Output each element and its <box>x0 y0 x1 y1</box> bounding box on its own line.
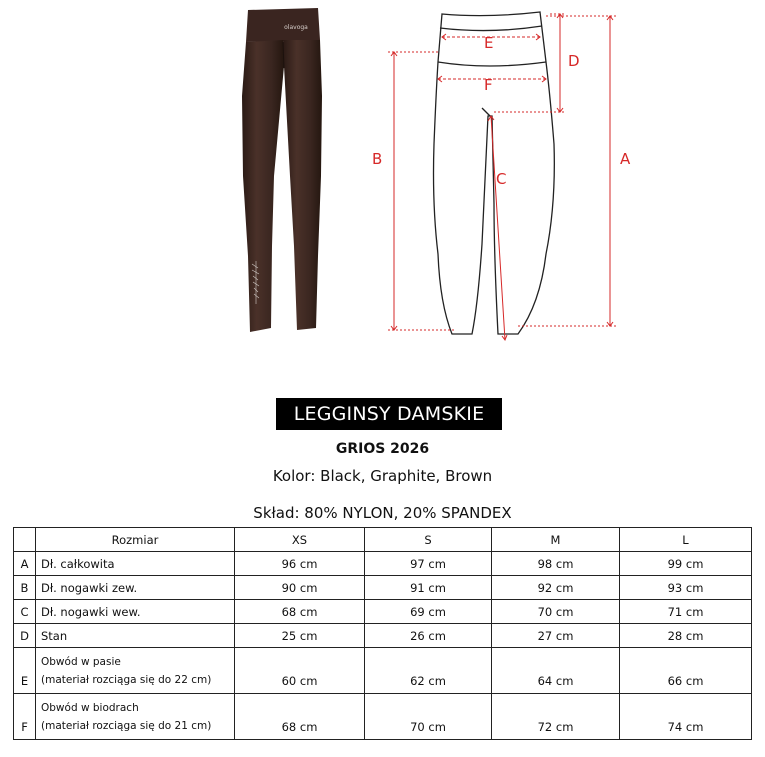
leggings-outline <box>434 12 555 334</box>
measurement-diagram <box>360 4 650 344</box>
brand-logo-text: olavoga <box>284 24 308 31</box>
cell-value: 69 cm <box>365 600 492 624</box>
table-row <box>14 576 752 600</box>
cell-value: 60 cm <box>235 648 365 694</box>
label-E: E <box>484 34 494 52</box>
cell-value: 70 cm <box>365 694 492 740</box>
cell-value: 99 cm <box>620 552 752 576</box>
waistband <box>246 8 320 42</box>
cell-value: 68 cm <box>235 600 365 624</box>
row-label-note: (materiał rozciąga się do 22 cm) <box>41 673 212 686</box>
row-label: Dł. nogawki wew. <box>36 600 235 624</box>
cell-value: 70 cm <box>492 600 620 624</box>
table-header-row <box>14 528 752 552</box>
cell-value: 25 cm <box>235 624 365 648</box>
header-letter-cell <box>14 528 36 552</box>
row-label-note: (materiał rozciąga się do 21 cm) <box>41 719 212 732</box>
row-label: Dł. całkowita <box>36 552 235 576</box>
cell-value: 66 cm <box>620 648 752 694</box>
label-B: B <box>372 150 383 168</box>
cell-value: 93 cm <box>620 576 752 600</box>
cell-value: 62 cm <box>365 648 492 694</box>
product-colors: Kolor: Black, Graphite, Brown <box>272 467 493 485</box>
left-leg <box>242 40 284 332</box>
cell-value: 74 cm <box>620 694 752 740</box>
table-row <box>14 694 752 740</box>
product-composition: Skład: 80% NYLON, 20% SPANDEX <box>253 504 512 522</box>
cell-value: 68 cm <box>235 694 365 740</box>
label-F: F <box>484 76 493 94</box>
row-letter: F <box>14 694 36 740</box>
row-letter: E <box>14 648 36 694</box>
header-size-s: S <box>365 528 492 552</box>
product-model: GRIOS 2026 <box>335 441 430 457</box>
cell-value: 92 cm <box>492 576 620 600</box>
cell-value: 64 cm <box>492 648 620 694</box>
row-label <box>36 694 235 740</box>
label-C: C <box>496 170 507 188</box>
cell-value: 26 cm <box>365 624 492 648</box>
cell-value: 97 cm <box>365 552 492 576</box>
row-label-main: Obwód w pasie <box>41 655 121 668</box>
cell-value: 91 cm <box>365 576 492 600</box>
row-label: Dł. nogawki zew. <box>36 576 235 600</box>
header-size-m: M <box>492 528 620 552</box>
label-A: A <box>620 150 631 168</box>
cell-value: 27 cm <box>492 624 620 648</box>
product-photo <box>228 6 338 336</box>
label-D: D <box>568 52 580 70</box>
header-size-l: L <box>620 528 752 552</box>
size-chart-table <box>13 527 752 740</box>
product-title: LEGGINSY DAMSKIE <box>276 398 502 430</box>
row-letter: A <box>14 552 36 576</box>
row-label-main: Obwód w biodrach <box>41 701 139 714</box>
cell-value: 96 cm <box>235 552 365 576</box>
row-label <box>36 648 235 694</box>
right-leg <box>283 40 322 330</box>
cell-value: 71 cm <box>620 600 752 624</box>
cell-value: 28 cm <box>620 624 752 648</box>
row-letter: C <box>14 600 36 624</box>
cell-value: 98 cm <box>492 552 620 576</box>
cell-value: 72 cm <box>492 694 620 740</box>
table-row <box>14 624 752 648</box>
cell-value: 90 cm <box>235 576 365 600</box>
header-size-xs: XS <box>235 528 365 552</box>
header-size-label: Rozmiar <box>36 528 235 552</box>
table-row <box>14 552 752 576</box>
row-letter: B <box>14 576 36 600</box>
table-row <box>14 648 752 694</box>
row-letter: D <box>14 624 36 648</box>
row-label: Stan <box>36 624 235 648</box>
table-row <box>14 600 752 624</box>
